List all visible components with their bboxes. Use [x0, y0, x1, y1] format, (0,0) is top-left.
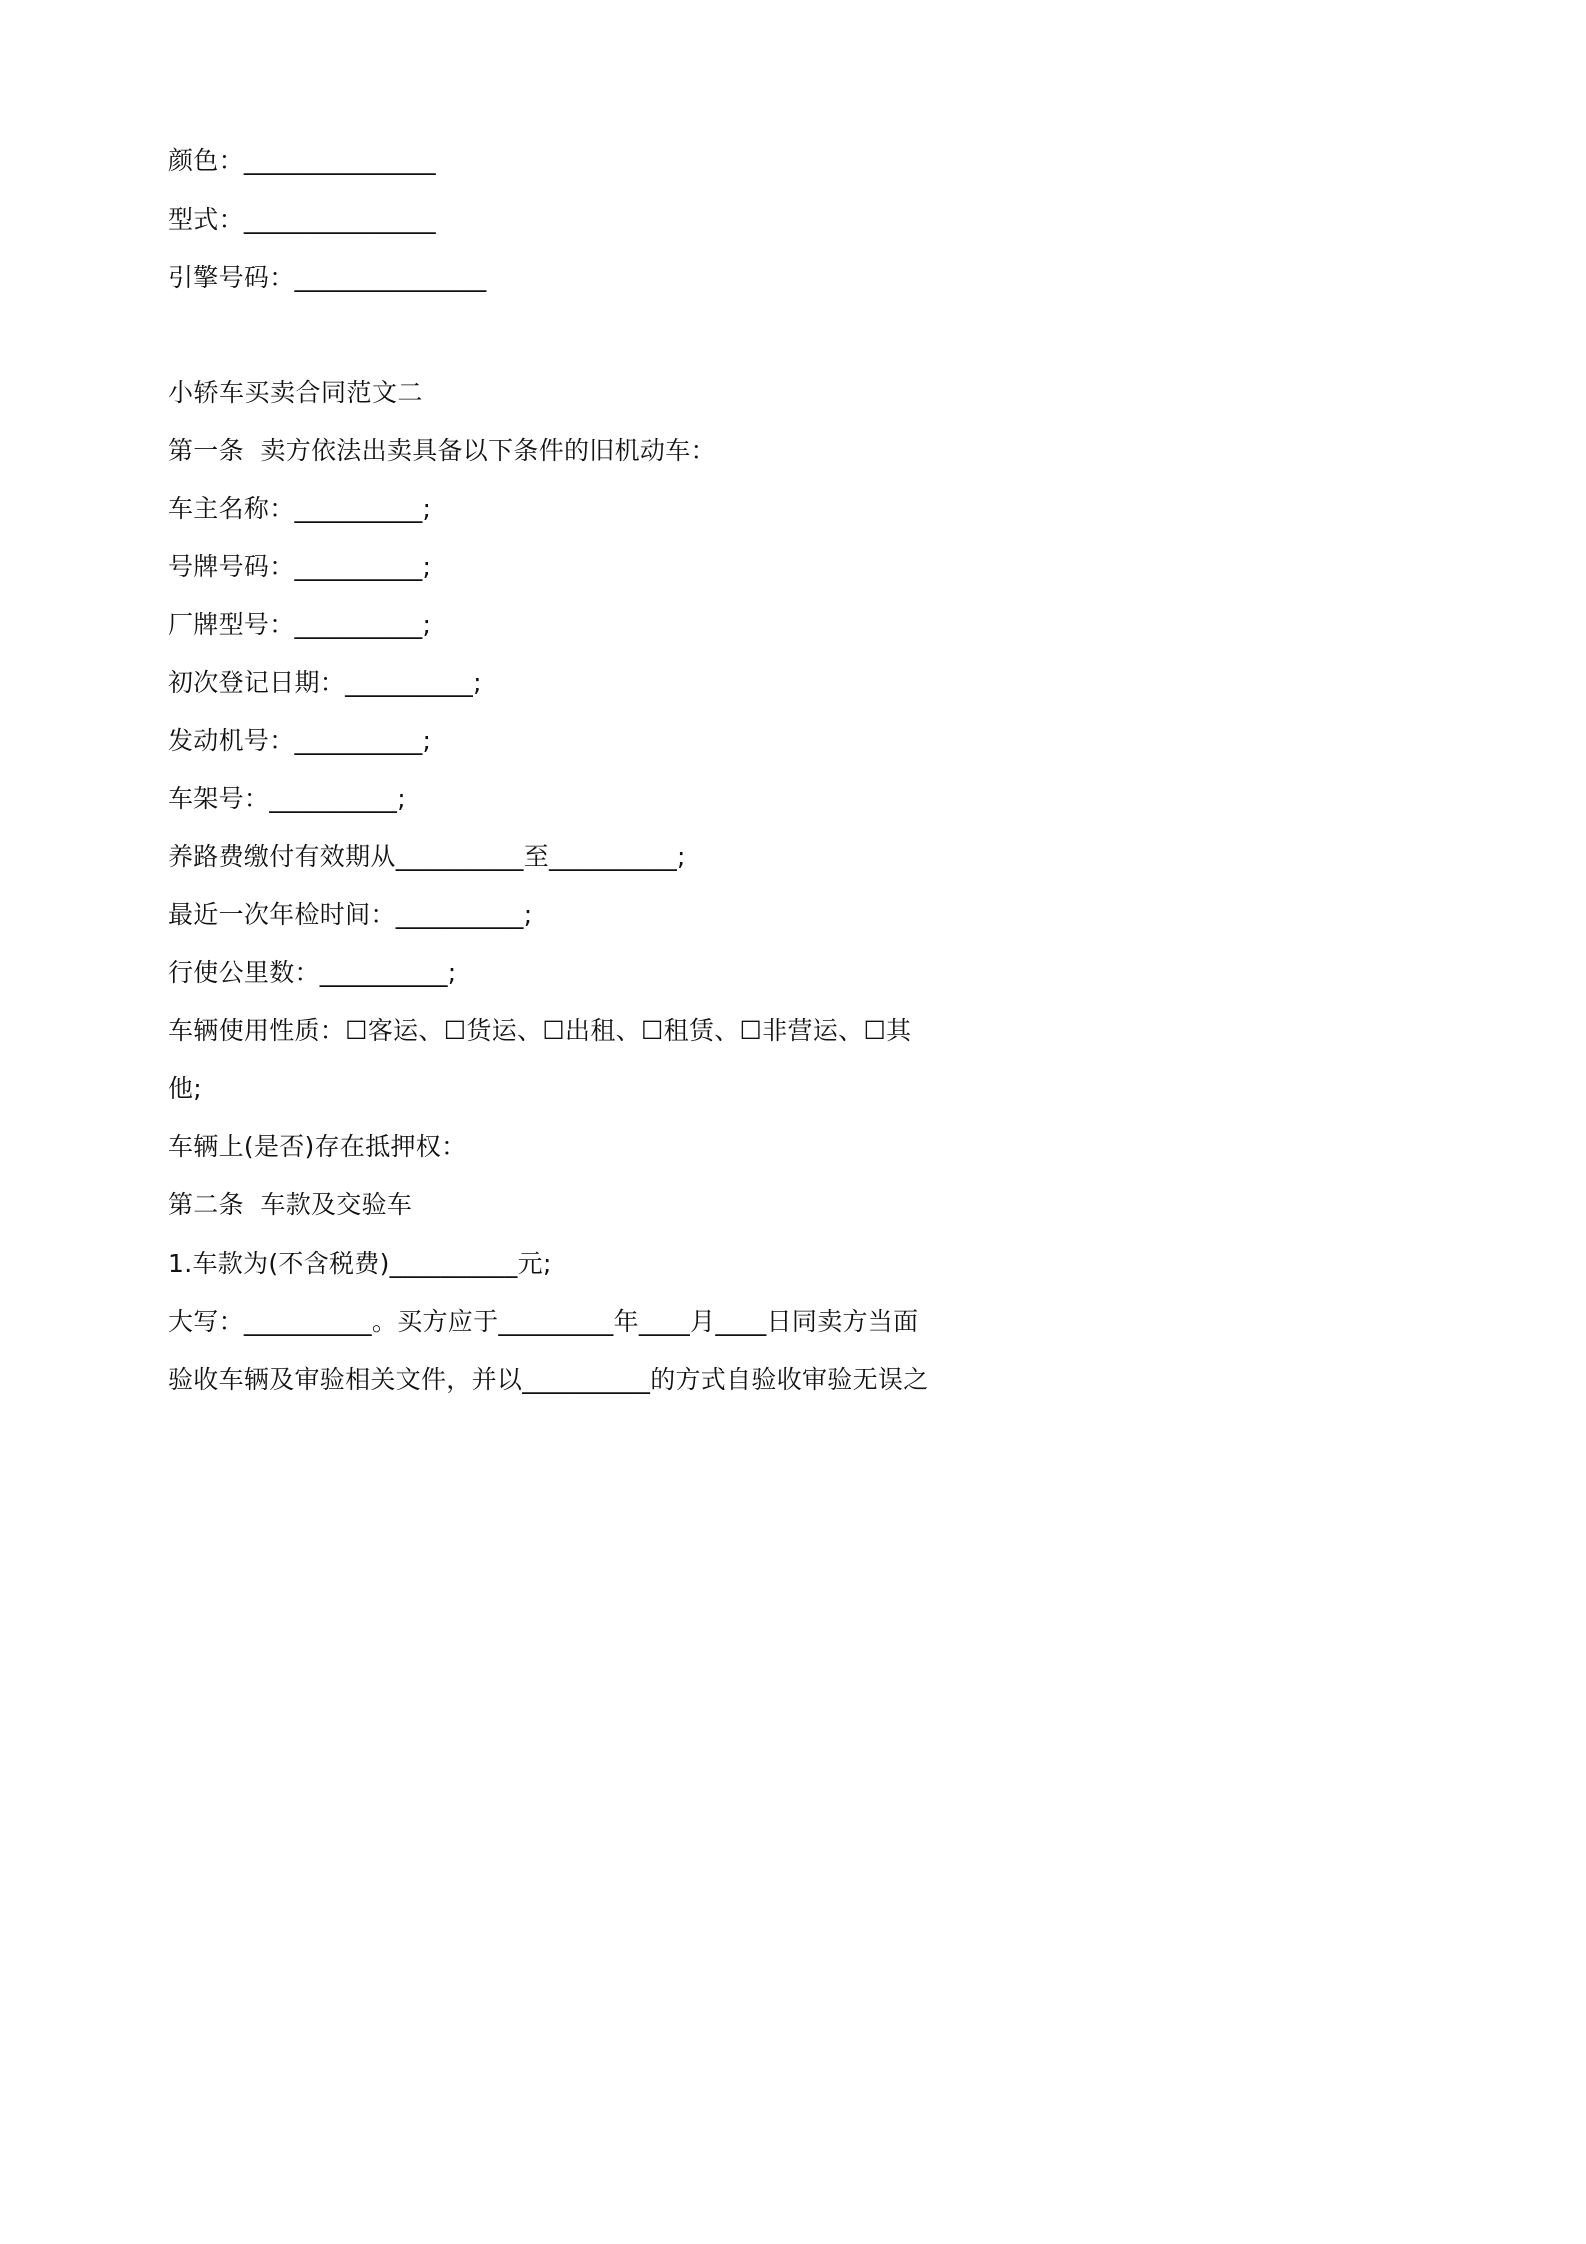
section-title: 小轿车买卖合同范文二 [168, 378, 424, 407]
field-frame-number: 车架号：__________; [168, 784, 406, 813]
clause-inspection: 验收车辆及审验相关文件，并以__________的方式自验收审验无误之 [168, 1365, 929, 1394]
field-road-fee-validity: 养路费缴付有效期从__________至__________; [168, 842, 686, 871]
clause-amount-in-words: 大写：__________。买方应于_________年____月____日同卖方当面 [168, 1307, 919, 1336]
article-two-heading: 第二条 车款及交验车 [168, 1190, 413, 1219]
field-color: 颜色：_______________ [168, 146, 436, 175]
field-engine-number: 引擎号码：_______________ [168, 263, 487, 292]
field-mileage: 行使公里数：__________; [168, 958, 457, 987]
field-brand-model: 厂牌型号：__________; [168, 610, 432, 639]
document-page [0, 0, 1102, 1559]
field-first-registration-date: 初次登记日期：__________; [168, 668, 482, 697]
field-usage-nature: 车辆使用性质：☐客运、☐货运、☐出租、☐租赁、☐非营运、☐其 [168, 1016, 912, 1045]
field-last-inspection: 最近一次年检时间：__________; [168, 900, 533, 929]
field-engine-no: 发动机号：__________; [168, 726, 432, 755]
field-model-type: 型式：_______________ [168, 205, 436, 234]
field-owner-name: 车主名称：__________; [168, 494, 432, 523]
clause-price: 1.车款为(不含税费)__________元; [168, 1249, 552, 1278]
field-usage-nature-cont: 他; [168, 1074, 203, 1103]
article-one-heading: 第一条 卖方依法出卖具备以下条件的旧机动车： [168, 436, 716, 465]
field-plate-number: 号牌号码：__________; [168, 552, 432, 581]
field-mortgage: 车辆上(是否)存在抵押权： [168, 1132, 467, 1161]
